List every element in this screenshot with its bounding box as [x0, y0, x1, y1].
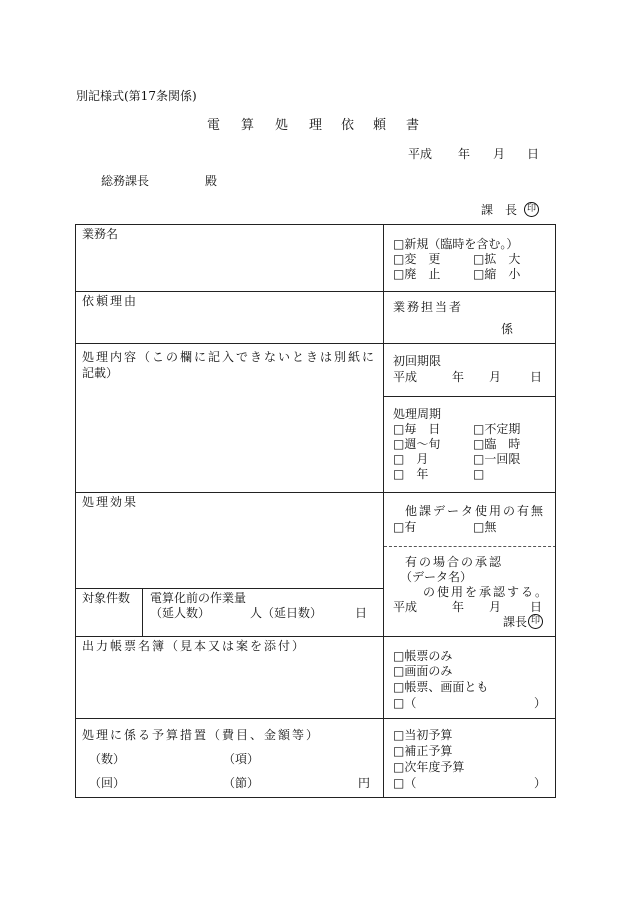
seal-mark: 印	[524, 202, 539, 217]
deadline-year: 年	[452, 370, 465, 384]
table-border-right	[555, 224, 556, 798]
option-change[interactable]: □変 更	[393, 252, 441, 266]
person-in-charge-label: 業務担当者	[393, 300, 464, 314]
approval-seal: 印	[528, 614, 543, 629]
approval-chief: 課長	[503, 615, 528, 629]
deadline-era: 平成	[393, 370, 418, 384]
table-border-bottom	[75, 797, 556, 798]
approval-line-3: の使用を承認する。	[423, 585, 550, 599]
budget-label: 処理に係る予算措置（費目、金額等）	[82, 728, 321, 742]
title-char-5: 依	[341, 118, 355, 133]
option-expand[interactable]: □拡 大	[473, 252, 521, 266]
workload-label: 電算化前の作業量	[150, 591, 247, 605]
approval-day: 日	[530, 600, 543, 614]
row-divider-left-1	[75, 588, 383, 589]
cycle-monthly[interactable]: □ 月	[393, 452, 429, 466]
output-forms-only[interactable]: □帳票のみ	[393, 649, 453, 663]
row-divider-right-1	[383, 396, 556, 397]
option-reduce[interactable]: □縮 小	[473, 267, 521, 281]
table-border-left	[75, 224, 76, 798]
form-reference: 別記様式(第17条関係)	[76, 89, 197, 103]
budget-initial[interactable]: □当初予算	[393, 728, 453, 742]
cycle-temporary[interactable]: □臨 時	[473, 437, 521, 451]
cycle-weekly[interactable]: □週～旬	[393, 437, 441, 451]
title-char-1: 電	[207, 118, 221, 133]
workload-day-unit: 日	[355, 606, 368, 620]
first-deadline-label: 初回期限	[393, 354, 442, 368]
output-forms-label: 出力帳票名簿（見本又は案を添付）	[82, 639, 307, 653]
approval-line-1: 有の場合の承認	[405, 555, 504, 569]
budget-count-label: （数）	[89, 752, 126, 766]
title-char-3: 処	[275, 118, 289, 133]
row-divider-5	[75, 718, 556, 719]
budget-other[interactable]: □（	[393, 776, 417, 790]
title-char-4: 理	[309, 118, 323, 133]
date-era: 平成	[408, 147, 433, 161]
date-month: 月	[493, 147, 506, 161]
cycle-once[interactable]: □一回限	[473, 452, 521, 466]
column-divider	[383, 224, 384, 798]
budget-section-label: （節）	[223, 776, 260, 790]
deadline-day: 日	[530, 370, 543, 384]
budget-other-close: ）	[534, 776, 547, 790]
addressee: 総務課長	[101, 174, 150, 188]
other-data-no[interactable]: □無	[473, 520, 497, 534]
workload-person-unit: 人（延日数）	[250, 606, 323, 620]
row-divider-4	[75, 636, 556, 637]
date-day: 日	[527, 147, 540, 161]
cycle-label: 処理周期	[393, 407, 442, 421]
budget-supplementary[interactable]: □補正予算	[393, 744, 453, 758]
title-char-2: 算	[241, 118, 255, 133]
target-count-divider	[142, 588, 143, 636]
section-chief-label: 課 長	[481, 203, 518, 217]
output-other-close: ）	[534, 696, 547, 710]
date-year: 年	[458, 147, 471, 161]
approval-line-2: （データ名）	[400, 570, 473, 584]
request-reason-label: 依頼理由	[82, 294, 139, 308]
approval-month: 月	[489, 600, 502, 614]
cycle-yearly[interactable]: □ 年	[393, 467, 429, 481]
title-char-7: 書	[406, 118, 420, 133]
approval-year: 年	[452, 600, 465, 614]
effect-label: 処理効果	[82, 495, 139, 509]
target-count-label: 対象件数	[82, 591, 131, 605]
budget-times-label: （回）	[89, 776, 126, 790]
row-divider-3	[75, 492, 556, 493]
other-data-yes[interactable]: □有	[393, 520, 417, 534]
dashed-divider	[384, 546, 556, 547]
row-divider-1	[75, 291, 556, 292]
honorific: 殿	[205, 174, 218, 188]
table-border-top	[75, 224, 556, 225]
deadline-month: 月	[489, 370, 502, 384]
approval-era: 平成	[393, 600, 418, 614]
output-screen-only[interactable]: □画面のみ	[393, 664, 453, 678]
other-data-label: 他課データ使用の有無	[405, 504, 546, 518]
option-new[interactable]: □新規（臨時を含む。）	[393, 237, 519, 251]
output-both[interactable]: □帳票、画面とも	[393, 680, 489, 694]
person-suffix: 係	[501, 322, 514, 336]
title-char-6: 頼	[373, 118, 387, 133]
business-name-label: 業務名	[82, 227, 119, 241]
row-divider-2	[75, 343, 556, 344]
cycle-daily[interactable]: □毎 日	[393, 422, 441, 436]
option-abolish[interactable]: □廃 止	[393, 267, 441, 281]
processing-content-label: 処理内容（この欄に記入できないときは別紙に	[82, 350, 377, 364]
cycle-other[interactable]: □	[473, 467, 485, 481]
budget-yen: 円	[358, 776, 371, 790]
budget-item-label: （項）	[223, 752, 260, 766]
output-other[interactable]: □（	[393, 696, 417, 710]
processing-content-label-2: 記載）	[82, 366, 119, 380]
budget-next-year[interactable]: □次年度予算	[393, 760, 465, 774]
workload-person: （延人数）	[150, 606, 211, 620]
cycle-irregular[interactable]: □不定期	[473, 422, 521, 436]
